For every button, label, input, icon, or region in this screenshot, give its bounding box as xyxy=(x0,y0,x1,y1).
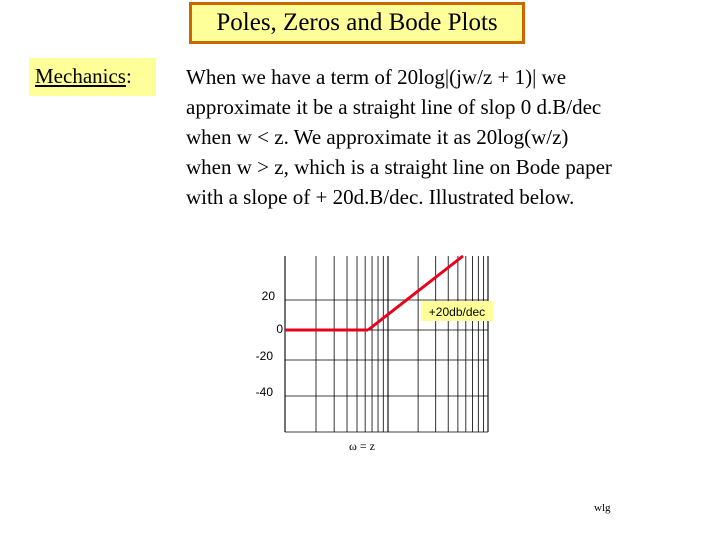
body-line: When we have a term of 20log|(jw/z + 1)| we xyxy=(186,65,567,89)
slope-annotation: +20db/dec xyxy=(428,305,486,319)
bode-grid xyxy=(285,256,488,432)
x-axis-label: ω = z xyxy=(349,439,375,453)
section-label: Mechanics xyxy=(35,64,126,88)
y-tick-label: 0 xyxy=(276,322,283,336)
section-label-colon: : xyxy=(125,64,132,88)
author-credit: wlg xyxy=(594,502,611,514)
body-line: approximate it be a straight line of slop 0 d.B/dec xyxy=(186,95,602,119)
y-tick-label: -40 xyxy=(255,385,273,399)
page-title: Poles, Zeros and Bode Plots xyxy=(216,9,498,36)
y-tick-label: 20 xyxy=(261,289,275,303)
body-line: with a slope of + 20d.B/dec. Illustrated below. xyxy=(186,185,575,209)
body-line: when w > z, which is a straight line on Bode paper xyxy=(186,155,612,179)
y-tick-label: -20 xyxy=(255,349,273,363)
body-line: when w < z. We approximate it as 20log(w/z) xyxy=(186,125,569,149)
